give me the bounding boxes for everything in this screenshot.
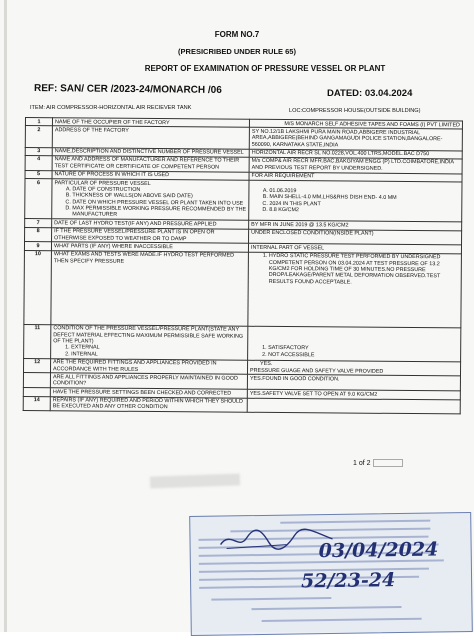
row-label xyxy=(52,179,249,221)
page-number-text: 1 of 2 xyxy=(353,459,371,467)
row-label-heading: CONDITION OF THE PRESSURE VESSEL/PRESSURE PLANT(STATE ANY DEFECT MATERIAL EFFECTING MAXIMUM PERMISSIBLE SAFE WORKING OF THE PLANT) xyxy=(53,325,244,345)
row-value: M/s COMP& AIR RECR MFR.BAC,BAKGIYAM ENGG (P) LTD.COIMBATORE,INDIA AND PREVIOUS TEST REPORT BY UNDERSIGNED. xyxy=(249,157,462,173)
sub-value: C. 2024 IN THIS PLANT xyxy=(269,201,459,209)
row-label: IF THE PRESSURE VESSEL/PRESSURE PLANT IS IN OPEN OR OTHERWISE EXPOSED TO WEATHER OR TO DAMP xyxy=(52,227,249,243)
sub-value: 1. SATISFACTORY xyxy=(268,345,458,353)
row-label: NAME,DESCRIPTION AND DISTINCTIVE NUMBER OF PRESSURE VESSEL xyxy=(52,147,249,157)
row-label: ADDRESS OF THE FACTORY xyxy=(52,126,249,149)
row-label: DATE OF LAST HYDRO TEST(IF ANY) AND PRESSURE APPLIED xyxy=(52,219,249,229)
row-value xyxy=(249,180,462,222)
row-label: HAVE THE PRESSURE SETTINGS BEEN CHECKED AND CORRECTED xyxy=(50,388,247,398)
sub-item: C. DATE ON WHICH PRESSURE VESSEL OR PLANT TAKEN INTO USE xyxy=(72,199,246,207)
sub-item: 2. INTERNAL xyxy=(71,351,245,359)
sub-item-list xyxy=(54,186,246,219)
row-number: 6 xyxy=(25,179,52,219)
report-title: REPORT OF EXAMINATION OF PRESSURE VESSEL OR PLANT xyxy=(144,64,386,73)
row-number: 4 xyxy=(25,155,52,170)
row-label: NATURE OF PROCESS IN WHICH IT IS USED xyxy=(52,170,249,180)
sub-value: 1. HYDRO STATIC PRESSURE TEST PERFORMED BY UNDERSIGNED COMPETENT PERSON ON 03.04.2024 AT TEST PRESSURE OF 13.2 KG/CM2 FOR HOLDING TIME OF 30 MINUTES.NO PRESSURE DROP/LEAKAGE/PARENT METAL DEFORMATION OBSERVED.TEST RESULTS FOUND ACCEPTABLE. xyxy=(269,253,459,286)
row-value: M/S MONARCH SELF ADHESIVE TAPES AND FOAMS (I) PVT LIMITED xyxy=(249,119,462,129)
row-label: REPAIRS (IF ANY) REQUIRED AND PERIOD WITHIN WHICH THEY SHOULD BE EXECUTED AND ANY OTHER CONDITION xyxy=(50,396,247,412)
page-number xyxy=(353,459,403,467)
row-value xyxy=(248,252,462,328)
row-value: HORIZONTAL AIR RECR SL NO.0228,VOL.400 LTRS,MODEL.BAC D750 xyxy=(249,149,462,159)
sub-value-list xyxy=(251,253,459,287)
row-value: INTERNAL PART OF VESSEL xyxy=(248,244,461,254)
sub-value: B. MAIN SHELL-4.0 MM,LHS&RHS DISH END- 4.0 MM xyxy=(269,194,459,202)
report-date: DATED: 03.04.2024 xyxy=(327,88,413,99)
row-label: NAME AND ADDRESS OF MANUFACTURER AND REFERENCE TO THEIR TEST CERTIFICATE OR CERTIFICATE OF COMPETENT PERSON xyxy=(52,156,249,172)
sub-value: A. 01.06.2019 xyxy=(269,188,459,196)
handwritten-number: 52/23-24 xyxy=(300,569,396,593)
table-row xyxy=(25,179,462,223)
examination-table xyxy=(23,117,463,415)
row-value-line: YES. xyxy=(260,360,273,368)
row-number xyxy=(23,388,50,397)
sub-value: 2. NOT ACCESSIBLE xyxy=(268,352,458,360)
row-value: FOR AIR REQUIREMENT xyxy=(249,172,462,182)
sub-item-list xyxy=(53,345,245,359)
row-label: WHAT EXAMS AND TESTS WERE MADE.IF HYDRO TEST PERFORMED THEN SPECIFY PRESSURE xyxy=(51,250,249,326)
page-edge xyxy=(4,0,7,632)
row-label-heading: PARTICULAR OF PRESSURE VESSEL xyxy=(54,179,151,187)
row-label: NAME OF THE OCCUPIER OF THE FACTORY xyxy=(52,118,249,128)
row-value xyxy=(248,326,461,362)
form-title: FORM NO.7 xyxy=(214,30,260,39)
row-number: 3 xyxy=(25,147,52,156)
sub-item: B. THICKNESS OF WALLS(ON ABOVE SAID DATE) xyxy=(72,193,246,201)
row-value xyxy=(247,360,460,376)
form-rule: (PRESICRIBED UNDER RULE 65) xyxy=(178,47,296,56)
row-label: ARE ALL FITTINGS AND APPLIANCES PROPERLY MAINTAINED IN GOOD CONDITION? xyxy=(50,373,247,389)
sub-value: D. 8.8 KG/CM2 xyxy=(269,207,459,215)
row-number: 9 xyxy=(24,242,51,251)
row-value: YES.FOUND IN GOOD CONDITION. xyxy=(247,375,460,391)
row-value: UNDER ENCLOSED CONDITION(INSIDE PLANT) xyxy=(249,229,462,245)
row-value xyxy=(247,398,460,414)
row-label xyxy=(51,324,248,359)
item-location: LOC:COMPRESSOR HOUSE(OUTSIDE BUILDING) xyxy=(289,108,421,114)
sub-item: 1. EXTERNAL xyxy=(71,345,245,353)
row-value: YES.SAFETY VALVE SET TO OPEN AT 9.0 KG/CM2 xyxy=(247,389,460,399)
row-value: BY MFR IN JUNE 2019 @ 13.5 KG/CM2 xyxy=(249,221,462,231)
sub-value-list xyxy=(250,345,458,359)
row-number xyxy=(23,373,50,388)
row-number: 10 xyxy=(24,250,52,324)
row-value: SY NO.12/1B LAKSHMI PURA MAIN ROAD,ABBIGERE INDUSTRIAL AREA,ABBIGERE(BEHIND GANGAMAGUDI POLICE STATION,BANGALORE-560090, KARNATAKA STATE,INDIA xyxy=(249,128,462,151)
sub-item: D. MAX PERMISSIBLE WORKING PRESSURE RECOMMENDED BY THE MANUFACTURER xyxy=(72,205,246,219)
row-number: 1 xyxy=(25,118,52,127)
row-value-line: PRESSURE GUAGE AND SAFETY VALVE PROVIDED xyxy=(249,367,384,375)
handwritten-date: 03/04/2024 xyxy=(318,538,439,563)
bleed-through-mark xyxy=(150,473,240,488)
row-label: WHAT PARTS (IF ANY) WHERE INACCESSIBLE xyxy=(51,242,248,252)
row-number: 11 xyxy=(24,324,51,358)
reference-number: REF: SAN/ CER /2023-24/MONARCH /06 xyxy=(33,83,222,96)
page-number-box xyxy=(373,459,403,467)
sub-value-list xyxy=(251,188,459,215)
table-row xyxy=(24,250,462,327)
sub-item: A. DATE OF CONSTRUCTION xyxy=(72,186,246,194)
row-label: ARE THE REQUIRED FITTINGS AND APPLIANCES PROVIDED IN ACCORDANCE WITH THE RULES xyxy=(50,358,247,374)
row-number: 5 xyxy=(25,170,52,179)
item-description: ITEM: AIR COMPRESSOR-HORIZONTAL AIR RECIEVER TANK xyxy=(30,105,192,111)
row-number: 8 xyxy=(25,227,52,242)
row-number: 7 xyxy=(25,219,52,228)
table-row xyxy=(23,396,460,414)
row-number: 2 xyxy=(25,126,52,147)
row-number: 12 xyxy=(23,358,50,373)
certification-stamp xyxy=(189,512,473,636)
row-number: 14 xyxy=(23,396,50,411)
table-row xyxy=(24,324,461,361)
